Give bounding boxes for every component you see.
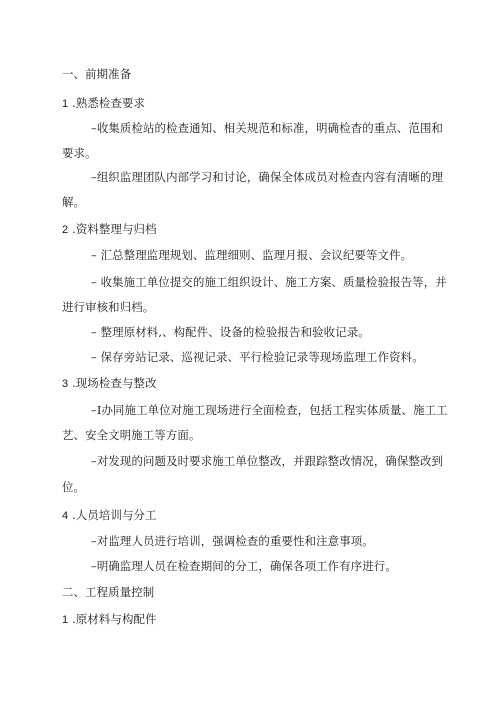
paragraph-line: –组织监理团队内部学习和讨论，确保全体成员对检查内容有清晰的理: [91, 170, 444, 184]
paragraph-line: –对监理人员进行培训，强调检查的重要性和注意事项。: [91, 534, 374, 548]
subsection-heading: [62, 376, 157, 391]
paragraph-line: –I办同施工单位对施工现场进行全面检查，包括工程实体质量、施工工: [91, 403, 448, 417]
paragraph-line: 要求。: [62, 146, 97, 160]
paragraph-line: – 收集施工单位提交的施工组织设计、施工方案、质量检验报告等，并: [91, 275, 447, 289]
subsection-heading: [62, 612, 157, 627]
subsection-title: .资料整理与归档: [72, 222, 157, 236]
subsection-number: 4: [62, 510, 69, 522]
subsection-title: .人员培训与分工: [72, 508, 157, 522]
paragraph-line: –明确监理人员在检查期间的分工，确保各项工作有序进行。: [91, 559, 397, 573]
section-heading: 一、前期准备: [62, 67, 132, 81]
subsection-title: .现场检查与整改: [72, 376, 157, 390]
paragraph-line: 位。: [62, 480, 86, 494]
subsection-title: .熟悉检查要求: [72, 96, 146, 110]
subsection-heading: [62, 508, 157, 523]
paragraph-line: 艺、安全文明施工等方面。: [62, 428, 201, 442]
paragraph-line: 进行审核和归档。: [62, 300, 155, 314]
paragraph-line: –收集质检站的检查通知、相关规范和标准，明确检杳的重点、范围和: [91, 121, 444, 135]
subsection-number: 1: [62, 614, 69, 626]
paragraph-line: – 保存旁站记录、巡视记录、平行检验记录等现场监理工作资料。: [91, 350, 424, 364]
subsection-title: .原材料与构配件: [72, 612, 157, 626]
paragraph-line: 解。: [62, 195, 86, 209]
paragraph-line: –对发现的问题及时要求施工单位整改，并跟踪整改情况，确保整改到: [91, 454, 444, 468]
subsection-heading: [62, 222, 157, 237]
paragraph-line: – 汇总整理监理规划、监理细则、监理月报、会议纪要等文件。: [91, 248, 413, 262]
subsection-heading: [62, 96, 145, 111]
paragraph-line: – 整理原材料,、构配件、设备的检验报告和验收记录。: [91, 325, 370, 339]
section-heading: 二、工程质量控制: [62, 585, 155, 599]
subsection-number: 2: [62, 224, 69, 236]
subsection-number: 3: [62, 378, 69, 390]
subsection-number: 1: [62, 98, 69, 110]
